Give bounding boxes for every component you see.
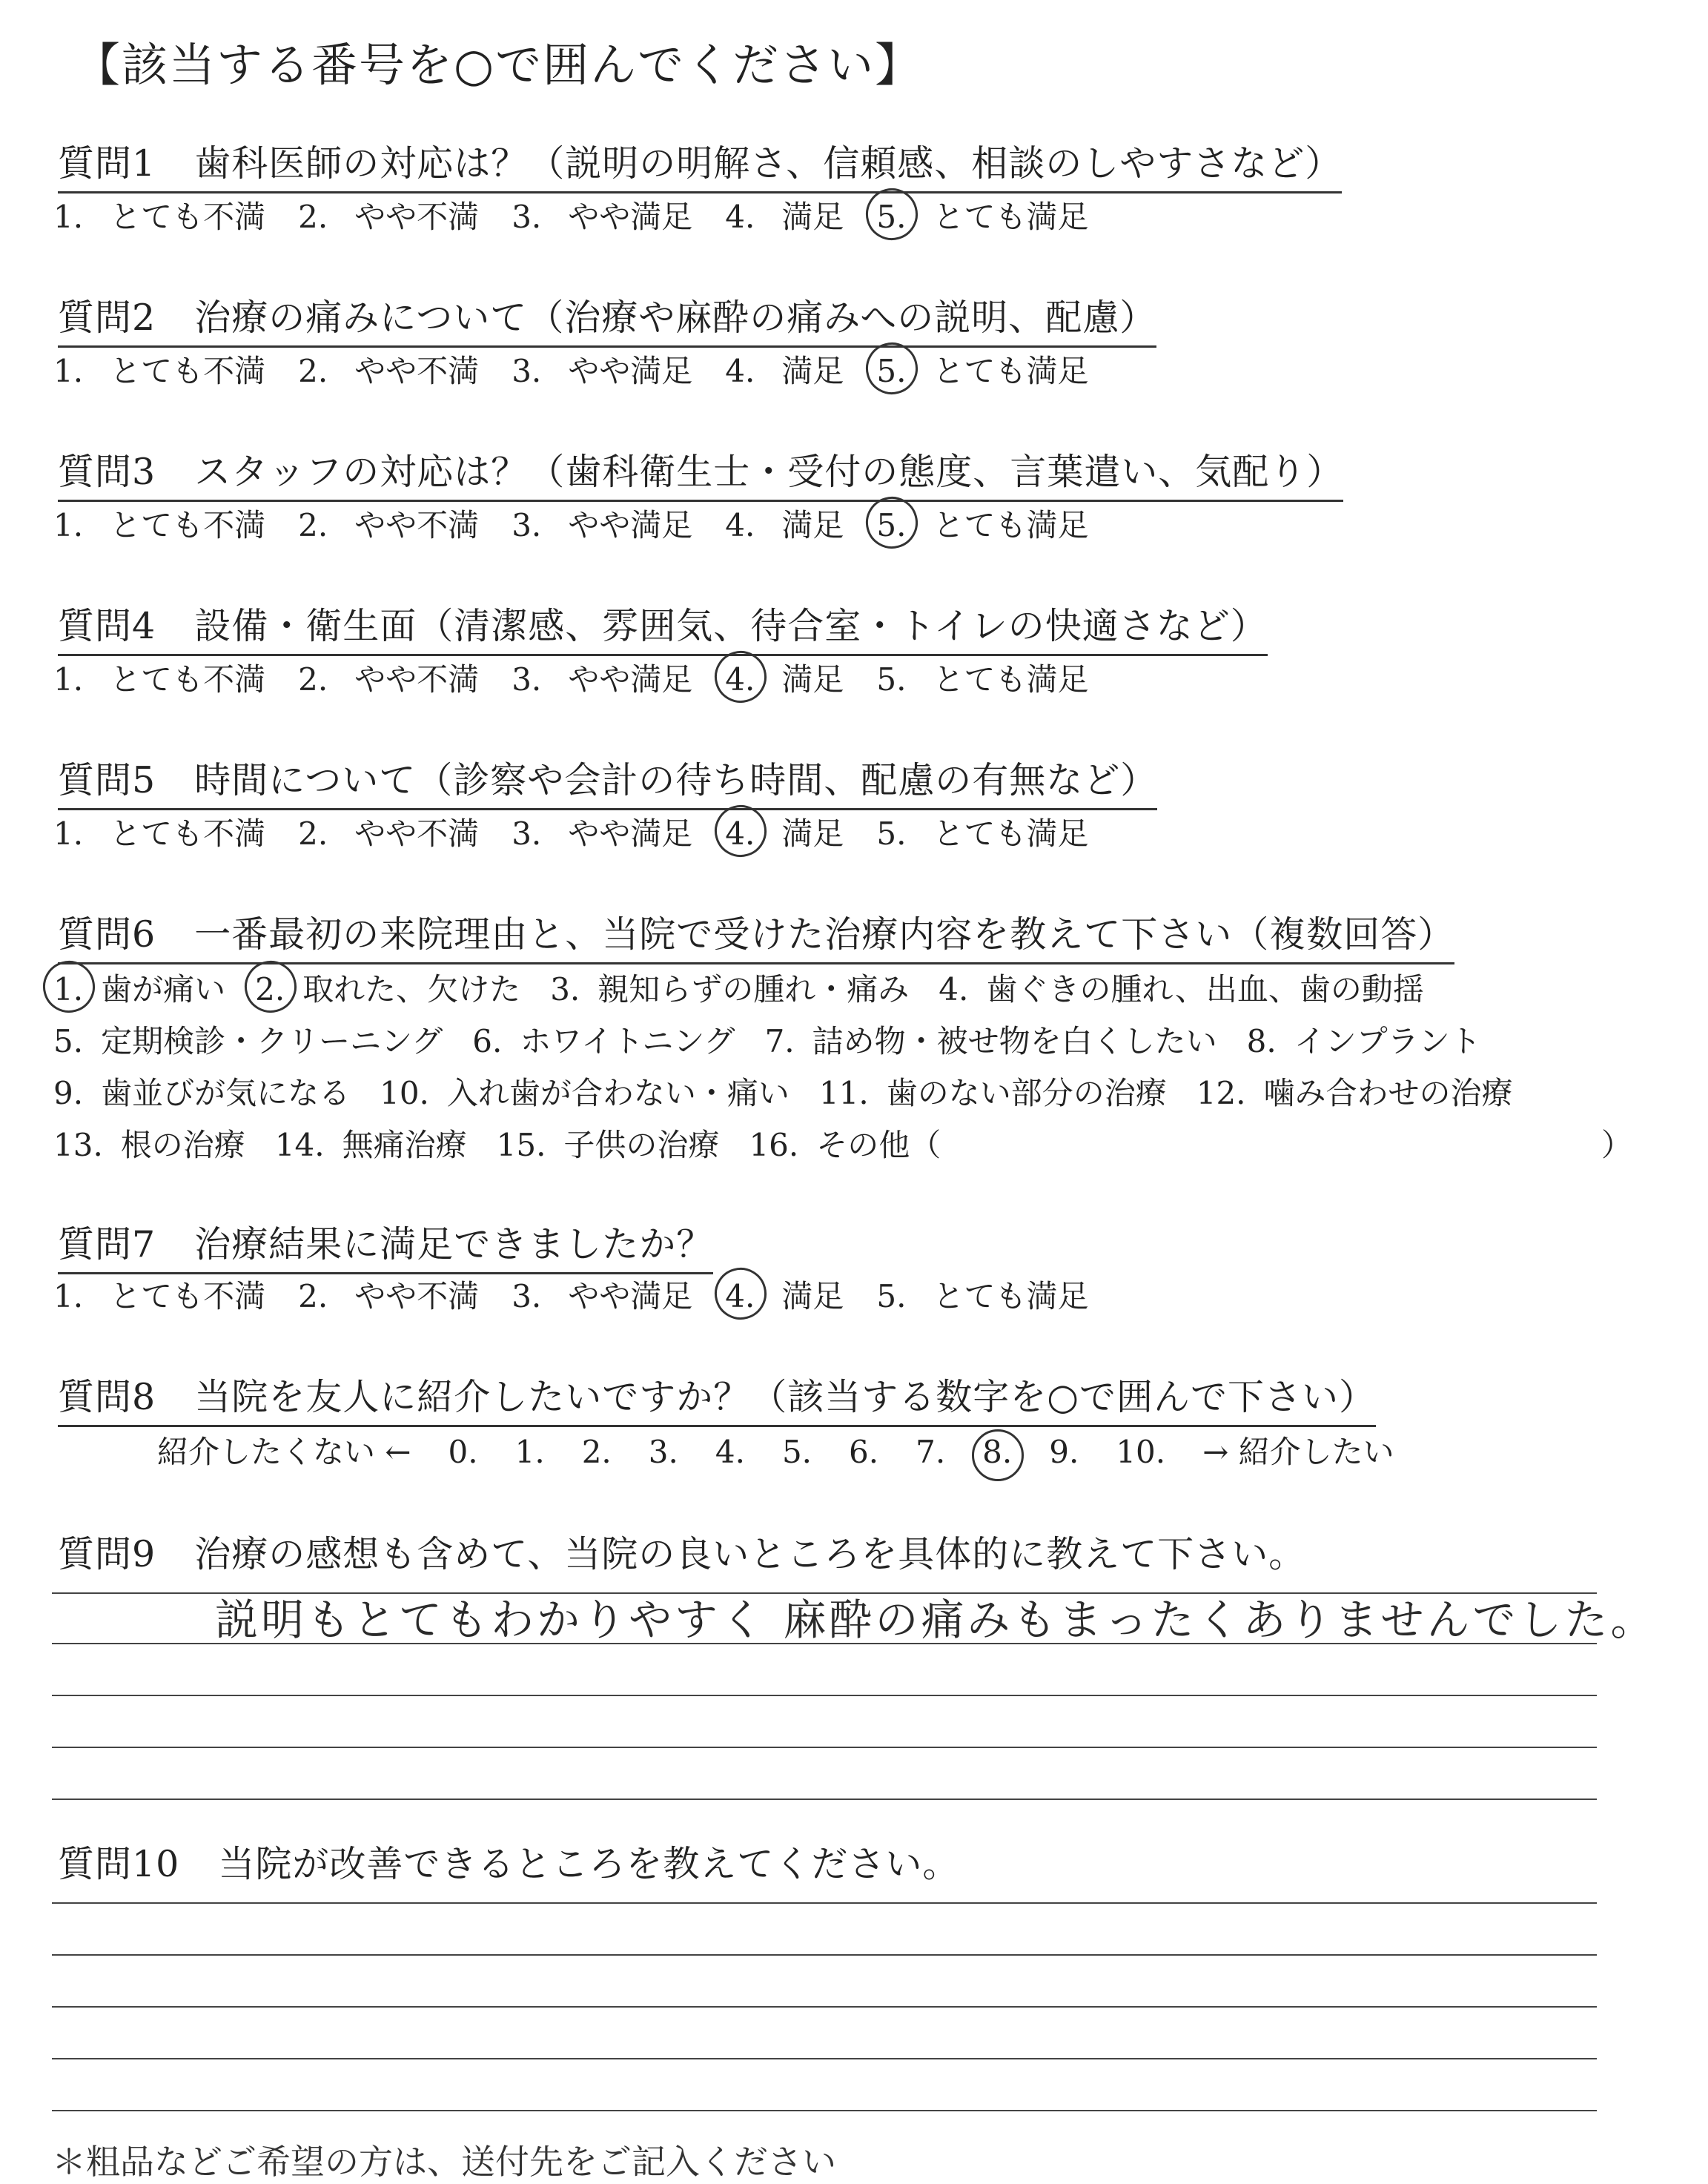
option-label: やや不満 bbox=[354, 1278, 480, 1314]
scale-value-0[interactable]: 0. bbox=[448, 1434, 478, 1470]
option-number: 1. bbox=[53, 815, 84, 852]
reason-option[interactable] bbox=[380, 1069, 790, 1113]
scale-value-6[interactable]: 6. bbox=[849, 1434, 879, 1470]
answer-line bbox=[52, 1954, 1597, 1956]
question-1-options bbox=[53, 193, 1121, 237]
scale-left-label: 紹介したくない ← bbox=[157, 1434, 411, 1470]
option-1[interactable] bbox=[53, 1272, 265, 1317]
scale-value-3[interactable]: 3. bbox=[648, 1434, 678, 1470]
reason-label: インプラント bbox=[1294, 1023, 1481, 1059]
option-label: とても満足 bbox=[933, 815, 1089, 852]
reason-label: 取れた、欠けた bbox=[302, 971, 521, 1007]
footer-note: ＊粗品などご希望の方は、送付先をご記入ください bbox=[52, 2142, 836, 2182]
answer-line bbox=[52, 1799, 1597, 1800]
question-7-text: 治療結果に満足できましたか？ bbox=[194, 1223, 714, 1265]
reason-option[interactable] bbox=[749, 1121, 941, 1165]
scale-value-8[interactable]: 8. bbox=[982, 1434, 1013, 1470]
reason-label: 噛み合わせの治療 bbox=[1263, 1075, 1513, 1111]
page-title: 【該当する番号を○で囲んでください】 bbox=[74, 38, 923, 92]
question-6-row-1 bbox=[53, 965, 1454, 1010]
option-number: 3. bbox=[512, 1278, 542, 1314]
option-3[interactable] bbox=[512, 501, 692, 546]
reason-label: 歯ぐきの腫れ、出血、歯の動揺 bbox=[986, 971, 1424, 1007]
option-3[interactable] bbox=[512, 193, 692, 237]
answer-line bbox=[52, 1695, 1597, 1696]
option-number: 4. bbox=[725, 661, 755, 698]
question-6-text: 一番最初の来院理由と、当院で受けた治療内容を教えて下さい（複数回答） bbox=[194, 913, 1455, 956]
reason-number: 13. bbox=[53, 1127, 103, 1163]
reason-number: 14. bbox=[274, 1127, 325, 1163]
option-3[interactable] bbox=[512, 347, 692, 391]
option-number: 4. bbox=[725, 815, 755, 852]
option-number: 2. bbox=[298, 199, 328, 235]
reason-number: 3. bbox=[550, 971, 580, 1007]
reason-option[interactable] bbox=[53, 1017, 443, 1062]
option-label: やや不満 bbox=[354, 507, 480, 543]
option-label: やや満足 bbox=[568, 661, 693, 698]
reason-label: 子供の治療 bbox=[563, 1127, 720, 1163]
option-label: やや不満 bbox=[354, 199, 480, 235]
option-label: 満足 bbox=[781, 199, 844, 235]
question-8-scale bbox=[157, 1428, 1431, 1472]
question-1-heading bbox=[58, 135, 1342, 193]
answer-line bbox=[52, 1902, 1597, 1904]
reason-number: 16. bbox=[749, 1127, 799, 1163]
reason-option[interactable] bbox=[497, 1121, 720, 1165]
option-number: 3. bbox=[512, 661, 542, 698]
option-label: 満足 bbox=[781, 661, 844, 698]
reason-option[interactable] bbox=[53, 1121, 245, 1165]
option-1[interactable] bbox=[53, 810, 265, 854]
option-number: 1. bbox=[53, 1278, 84, 1314]
question-1-label: 質問1 bbox=[58, 142, 156, 185]
question-6-row-3 bbox=[53, 1069, 1543, 1113]
option-number: 3. bbox=[512, 507, 542, 543]
question-10-text: 当院が改善できるところを教えてください。 bbox=[218, 1843, 960, 1885]
question-8-label: 質問8 bbox=[58, 1376, 156, 1418]
reason-number: 15. bbox=[496, 1127, 546, 1163]
option-label: やや満足 bbox=[568, 815, 693, 852]
question-7-label: 質問7 bbox=[58, 1223, 156, 1265]
option-number: 2. bbox=[298, 1278, 328, 1314]
reason-number: 9. bbox=[53, 1075, 84, 1111]
option-2[interactable] bbox=[298, 347, 479, 391]
option-label: やや満足 bbox=[568, 199, 693, 235]
reason-option[interactable] bbox=[53, 1069, 350, 1113]
option-number: 1. bbox=[53, 353, 84, 389]
question-3-text: スタッフの対応は？（歯科衛生士・受付の態度、言葉遣い、気配り） bbox=[194, 451, 1344, 493]
reason-number: 12. bbox=[1196, 1075, 1246, 1111]
answer-line bbox=[52, 1643, 1597, 1644]
option-5[interactable] bbox=[876, 655, 1088, 700]
option-label: やや不満 bbox=[354, 815, 480, 852]
reason-number: 1. bbox=[53, 971, 84, 1007]
option-3[interactable] bbox=[512, 1272, 692, 1317]
option-5[interactable] bbox=[876, 810, 1088, 854]
question-10-label: 質問10 bbox=[58, 1843, 180, 1885]
question-3-options bbox=[53, 501, 1121, 546]
option-5[interactable] bbox=[876, 501, 1088, 546]
reason-number: 8. bbox=[1246, 1023, 1277, 1059]
scale-value-1[interactable]: 1. bbox=[514, 1434, 545, 1470]
option-number: 5. bbox=[876, 353, 907, 389]
option-label: とても満足 bbox=[933, 199, 1089, 235]
question-8-text: 当院を友人に紹介したいですか？（該当する数字を○で囲んで下さい） bbox=[194, 1376, 1376, 1418]
question-5-label: 質問5 bbox=[58, 759, 156, 801]
question-6-heading bbox=[58, 906, 1454, 964]
option-number: 5. bbox=[876, 1278, 907, 1314]
reason-label: 歯が痛い bbox=[101, 971, 226, 1007]
question-6-label: 質問6 bbox=[58, 913, 156, 956]
option-4[interactable] bbox=[725, 810, 844, 854]
reason-option[interactable] bbox=[1196, 1069, 1513, 1113]
option-label: とても不満 bbox=[110, 353, 266, 389]
scale-value-2[interactable]: 2. bbox=[581, 1434, 612, 1470]
reason-option[interactable] bbox=[550, 965, 909, 1010]
question-6-row-2 bbox=[53, 1017, 1511, 1062]
question-3-label: 質問3 bbox=[58, 451, 156, 493]
reason-label: 歯のない部分の治療 bbox=[886, 1075, 1167, 1111]
question-6-row-4 bbox=[53, 1121, 970, 1165]
option-number: 4. bbox=[725, 353, 755, 389]
option-label: やや満足 bbox=[568, 353, 693, 389]
option-label: 満足 bbox=[781, 353, 844, 389]
reason-label: 入れ歯が合わない・痛い bbox=[446, 1075, 790, 1111]
option-number: 1. bbox=[53, 507, 84, 543]
reason-label: 根の治療 bbox=[120, 1127, 245, 1163]
question-7-options bbox=[53, 1272, 1121, 1317]
option-4[interactable] bbox=[725, 347, 844, 391]
question-2-options bbox=[53, 347, 1121, 391]
option-label: とても不満 bbox=[110, 507, 266, 543]
option-number: 3. bbox=[512, 199, 542, 235]
question-4-text: 設備・衛生面（清潔感、雰囲気、待合室・トイレの快適さなど） bbox=[194, 605, 1268, 647]
question-4-options bbox=[53, 655, 1121, 700]
scale-value-7[interactable]: 7. bbox=[916, 1434, 946, 1470]
reason-option[interactable] bbox=[53, 965, 225, 1010]
scale-value-5[interactable]: 5. bbox=[781, 1434, 812, 1470]
option-number: 3. bbox=[512, 815, 542, 852]
option-2[interactable] bbox=[298, 501, 479, 546]
option-number: 2. bbox=[298, 507, 328, 543]
question-6-other-close: ） bbox=[1601, 1127, 1633, 1163]
option-number: 2. bbox=[298, 815, 328, 852]
answer-line bbox=[52, 2058, 1597, 2059]
option-label: とても満足 bbox=[933, 661, 1089, 698]
option-label: とても不満 bbox=[110, 661, 266, 698]
question-2-label: 質問2 bbox=[58, 297, 156, 339]
option-label: とても満足 bbox=[933, 353, 1089, 389]
reason-number: 2. bbox=[255, 971, 285, 1007]
option-3[interactable] bbox=[512, 810, 692, 854]
option-number: 3. bbox=[512, 353, 542, 389]
option-label: とても満足 bbox=[933, 507, 1089, 543]
question-7-heading bbox=[58, 1216, 713, 1274]
reason-number: 6. bbox=[472, 1023, 503, 1059]
answer-line bbox=[52, 2110, 1597, 2111]
question-10-heading bbox=[58, 1836, 959, 1892]
question-4-heading bbox=[58, 598, 1268, 656]
option-label: やや満足 bbox=[568, 1278, 693, 1314]
option-number: 2. bbox=[298, 353, 328, 389]
option-label: 満足 bbox=[781, 1278, 844, 1314]
reason-number: 10. bbox=[380, 1075, 429, 1111]
option-number: 5. bbox=[876, 199, 907, 235]
option-label: とても満足 bbox=[933, 1278, 1089, 1314]
reason-label: 詰め物・被せ物を白くしたい bbox=[812, 1023, 1217, 1059]
reason-option[interactable] bbox=[255, 965, 520, 1010]
option-2[interactable] bbox=[298, 193, 479, 237]
option-label: とても不満 bbox=[110, 1278, 266, 1314]
option-label: やや不満 bbox=[354, 353, 480, 389]
option-1[interactable] bbox=[53, 501, 265, 546]
scale-value-4[interactable]: 4. bbox=[715, 1434, 745, 1470]
reason-number: 5. bbox=[53, 1023, 84, 1059]
question-4-label: 質問4 bbox=[58, 605, 156, 647]
option-label: とても不満 bbox=[110, 815, 266, 852]
question-9-label: 質問9 bbox=[58, 1533, 156, 1575]
option-2[interactable] bbox=[298, 810, 479, 854]
option-number: 4. bbox=[725, 199, 755, 235]
option-label: 満足 bbox=[781, 507, 844, 543]
option-number: 1. bbox=[53, 199, 84, 235]
reason-label: 定期検診・クリーニング bbox=[101, 1023, 443, 1059]
option-number: 1. bbox=[53, 661, 84, 698]
question-3-heading bbox=[58, 443, 1343, 502]
option-4[interactable] bbox=[725, 193, 844, 237]
reason-option[interactable] bbox=[939, 965, 1424, 1010]
option-number: 4. bbox=[725, 1278, 755, 1314]
option-number: 4. bbox=[725, 507, 755, 543]
option-1[interactable] bbox=[53, 655, 265, 700]
reason-label: 無痛治療 bbox=[342, 1127, 467, 1163]
answer-line bbox=[52, 1747, 1597, 1748]
option-label: やや満足 bbox=[568, 507, 693, 543]
option-label: 満足 bbox=[781, 815, 844, 852]
option-2[interactable] bbox=[298, 655, 479, 700]
reason-label: その他（ bbox=[816, 1127, 941, 1163]
question-9-handwritten-answer: 説明もとてもわかりやすく 麻酔の痛みもまったくありませんでした。 bbox=[215, 1595, 1657, 1645]
reason-option[interactable] bbox=[1247, 1017, 1481, 1062]
question-9-heading bbox=[58, 1526, 1305, 1582]
question-1-text: 歯科医師の対応は？（説明の明解さ、信頼感、相談のしやすさなど） bbox=[194, 142, 1343, 185]
option-5[interactable] bbox=[876, 193, 1088, 237]
option-4[interactable] bbox=[725, 1272, 844, 1317]
reason-label: 歯並びが気になる bbox=[101, 1075, 351, 1111]
question-5-heading bbox=[58, 752, 1157, 810]
option-number: 5. bbox=[876, 815, 907, 852]
option-number: 5. bbox=[876, 507, 907, 543]
reason-label: ホワイトニング bbox=[520, 1023, 735, 1059]
scale-right-label: → 紹介したい bbox=[1202, 1434, 1394, 1470]
reason-option[interactable] bbox=[765, 1017, 1217, 1062]
question-5-text: 時間について（診察や会計の待ち時間、配慮の有無など） bbox=[194, 759, 1158, 801]
question-8-heading bbox=[58, 1369, 1376, 1427]
option-5[interactable] bbox=[876, 347, 1088, 391]
option-3[interactable] bbox=[512, 655, 692, 700]
option-4[interactable] bbox=[725, 655, 844, 700]
question-9-text: 治療の感想も含めて、当院の良いところを具体的に教えて下さい。 bbox=[194, 1533, 1306, 1575]
reason-number: 11. bbox=[818, 1075, 869, 1111]
question-5-options bbox=[53, 810, 1121, 854]
reason-label: 親知らずの腫れ・痛み bbox=[598, 971, 910, 1007]
option-label: やや不満 bbox=[354, 661, 480, 698]
reason-option[interactable] bbox=[275, 1121, 467, 1165]
option-4[interactable] bbox=[725, 501, 844, 546]
option-label: とても不満 bbox=[110, 199, 266, 235]
reason-number: 7. bbox=[764, 1023, 795, 1059]
scale-value-9[interactable]: 9. bbox=[1049, 1434, 1079, 1470]
reason-number: 4. bbox=[939, 971, 969, 1007]
option-5[interactable] bbox=[876, 1272, 1088, 1317]
answer-line bbox=[52, 2006, 1597, 2008]
option-number: 5. bbox=[876, 661, 907, 698]
option-1[interactable] bbox=[53, 193, 265, 237]
reason-option[interactable] bbox=[472, 1017, 735, 1062]
option-1[interactable] bbox=[53, 347, 265, 391]
reason-option[interactable] bbox=[819, 1069, 1167, 1113]
question-2-heading bbox=[58, 289, 1156, 348]
option-number: 2. bbox=[298, 661, 328, 698]
scale-value-10[interactable]: 10. bbox=[1116, 1434, 1166, 1470]
question-2-text: 治療の痛みについて（治療や麻酔の痛みへの説明、配慮） bbox=[194, 297, 1157, 339]
option-2[interactable] bbox=[298, 1272, 479, 1317]
